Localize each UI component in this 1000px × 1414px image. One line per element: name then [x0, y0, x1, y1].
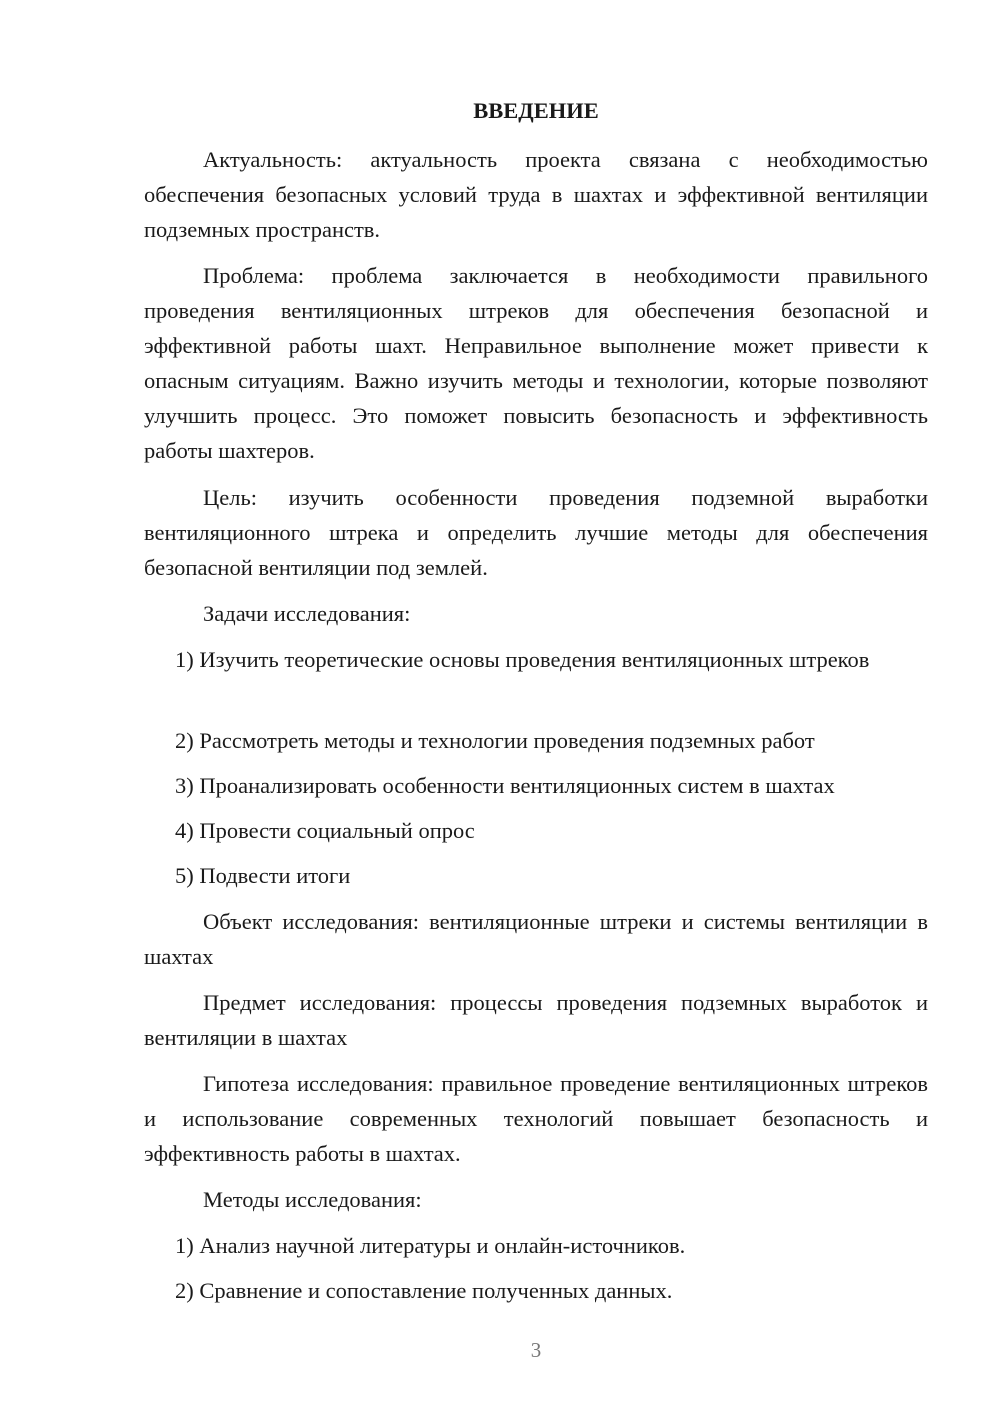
page-number: 3 — [530, 1338, 542, 1362]
methods-heading: Методы исследования: — [203, 1187, 422, 1212]
task-item: 5) Подвести итоги — [175, 863, 351, 888]
paragraph-hypothesis: Гипотеза исследования: правильное проведение вентиляционных штреков и использование современных технологий повышает безопасность и эффективность работы в шахтах. — [144, 1071, 928, 1166]
paragraph-goal: Цель: изучить особенности проведения подземной выработки вентиляционного штрека и определить лучшие методы для обеспечения безопасной вентиляции под землей. — [144, 485, 928, 580]
paragraph-problem: Проблема: проблема заключается в необходимости правильного проведения вентиляционных штреков для обеспечения безопасной и эффективной работы шахт. Неправильное выполнение может привести к опасным ситуациям. Важно изучить методы и технологии, которые позволяют улучшить процесс. Это поможет повысить безопасность и эффективность работы шахтеров. — [144, 263, 928, 463]
paragraph-subject: Предмет исследования: процессы проведения подземных выработок и вентиляции в шахтах — [144, 990, 928, 1050]
task-item: 3) Проанализировать особенности вентиляционных систем в шахтах — [175, 773, 835, 798]
method-item: 2) Сравнение и сопоставление полученных данных. — [175, 1278, 673, 1303]
task-item: 1) Изучить теоретические основы проведения вентиляционных штреков — [175, 647, 870, 672]
task-item: 2) Рассмотреть методы и технологии проведения подземных работ — [175, 728, 815, 753]
paragraph-relevance: Актуальность: актуальность проекта связана с необходимостью обеспечения безопасных условий труда в шахтах и эффективной вентиляции подземных пространств. — [144, 147, 928, 242]
page-title: ВВЕДЕНИЕ — [473, 98, 599, 123]
tasks-heading: Задачи исследования: — [203, 601, 411, 626]
method-item: 1) Анализ научной литературы и онлайн-источников. — [175, 1233, 686, 1258]
task-item: 4) Провести социальный опрос — [175, 818, 475, 843]
paragraph-object: Объект исследования: вентиляционные штреки и системы вентиляции в шахтах — [144, 909, 928, 969]
